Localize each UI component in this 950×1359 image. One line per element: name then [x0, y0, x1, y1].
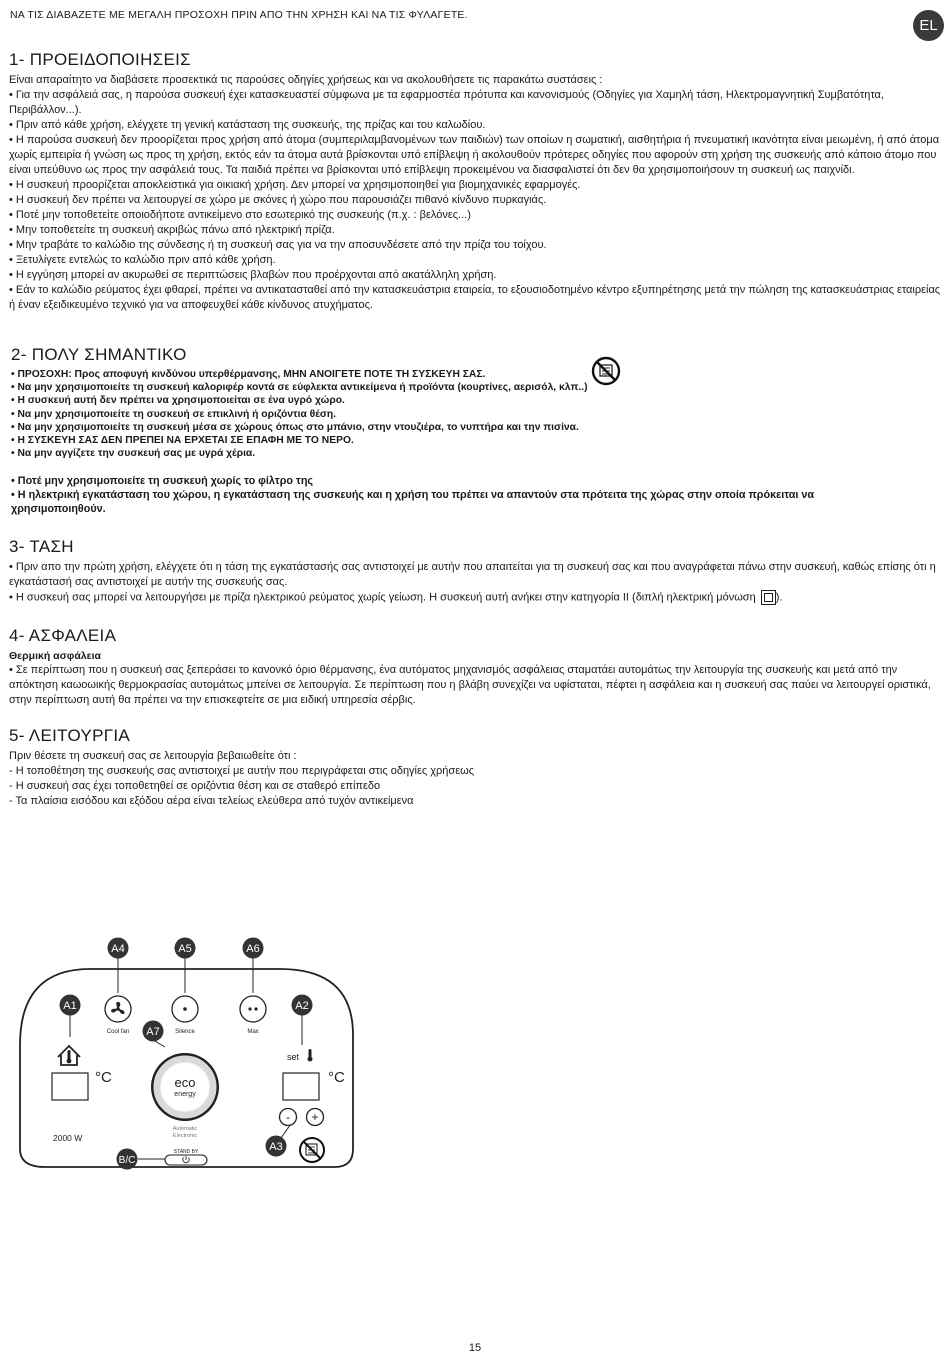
header-note: ΝΑ ΤΙΣ ΔΙΑΒΑΖΕΤΕ ΜΕ ΜΕΓΑΛΗ ΠΡΟΣΟΧΗ ΠΡΙΝ ΑΠΟ ΤΗΝ ΧΡΗΣΗ ΚΑΙ ΝΑ ΤΙΣ ΦΥΛΑΓΕΤΕ.: [10, 9, 468, 21]
callout-a2: [292, 995, 313, 1016]
warning-line: • Η ηλεκτρική εγκατάσταση του χώρου, η εγκατάσταση της συσκευής και η χρήση του πρέπει να απαντούν στα πρότειτα της χώρας στην οποία πρόκειται να χρησιμοποιηθούν.: [11, 489, 815, 516]
paragraph-closing: ).: [775, 591, 783, 604]
warning-line: • Η ΣΥΣΚΕΥΗ ΣΑΣ ΔΕΝ ΠΡΕΠΕΙ ΝΑ ΕΡΧΕΤΑΙ ΣΕ ΕΠΑΦΗ ΜΕ ΤΟ ΝΕΡΟ.: [11, 435, 354, 447]
silence-button[interactable]: [172, 996, 198, 1035]
standby-button[interactable]: [165, 1155, 207, 1165]
automatic-label: Automatic: [172, 1126, 198, 1132]
callout-a1: [60, 995, 81, 1016]
callout-a3: [266, 1136, 287, 1157]
paragraph: - Τα πλαίσια εισόδου και εξόδου αέρα είναι τελείως ελεύθερα από τυχόν αντικείμενα: [9, 795, 414, 807]
paragraph-text: • Η συσκευή σας μπορεί να λειτουργήσει με πρίζα ηλεκτρικού ρεύματος χωρίς γείωση. Η συσκευή αυτή ανήκει στην κατηγορία II (διπλή ηλεκτρική μόνωση: [9, 591, 756, 604]
paragraph: • Πριν απο την πρώτη χρήση, ελέγχετε ότι η τάση της εγκατάστασής σας αντιστοιχεί με αυτήν που απαιτείται για τη συσκευή σας και που αναγράφεται πάνω στην συσκευή, καθώς επίσης ότι η εγκατάστασή σας αντιστοιχεί με αυτήν της συσκευής σας.: [9, 561, 936, 588]
paragraph: • Πριν από κάθε χρήση, ελέγχετε τη γενική κατάσταση της συσκευής, της πρίζας και του καλωδίου.: [9, 119, 486, 131]
energy-label: energy: [174, 1091, 196, 1098]
section-3-title: 3- ΤΑΣΗ: [9, 537, 74, 556]
section-important: [11, 345, 947, 516]
paragraph: • Η συσκευή δεν πρέπει να λειτουργεί σε χώρο με σκόνες ή χώρο που παρουσιάζει πιθανό κίνδυνο πυρκαγιάς.: [9, 194, 547, 206]
paragraph: • Μην τοποθετείτε τη συσκευή ακριβώς πάνω από ηλεκτρική πρίζα.: [9, 224, 335, 236]
section-1-title: 1- ΠΡΟΕΙΔΟΠΟΙΗΣΕΙΣ: [9, 50, 191, 69]
thermometer-house-icon: [58, 1046, 80, 1065]
section-warnings: [9, 50, 945, 313]
section-4-title: 4- ΑΣΦΑΛΕΙΑ: [9, 626, 117, 645]
set-temperature-display: [283, 1073, 319, 1100]
paragraph: • Σε περίπτωση που η συσκευή σας ξεπεράσει το κανονκό όριο θέρμανσης, ένα αυτόματος μηχανισμός ασφάλειας σταματάει αυτομάτως την λειτουργία της συσκευής και μετά από την απόκτηση καωοωικής θερμοκρασίας αυτομάτως μπείνει σε λειτουργία. Σε περίπτωση που η βλάβη συνεχίζει να υφίσταται, πέφτει η ασφάλεια και η συσκευή σας παύει να λειτουργεί οριστικά, στην περίπτωση αυτή θα πρέπει να την επισκεφτείτε σε μια ειδική υπηρεσία σέρβις.: [9, 664, 931, 706]
power-rating: 2000 W: [53, 1133, 83, 1143]
warning-line: • Να μην χρησιμοποιείτε τη συσκευή μέσα σε χώρους όπως στο μπάνιο, στην ντουζιέρα, το νυπτήρα και την πισίνα.: [11, 421, 579, 433]
section-voltage: [9, 537, 945, 605]
paragraph: • Η παρούσα συσκευή δεν προορίζεται προς χρήση από άτομα (συμπεριλαμβανομένων των παιδιών) των οποίων η σωματική, αισθητήρια ή πνευματική ικανότητα είναι μειωμένη, ή από άτομα χωρίς εμπειρία ή γνώση ως προς τη χρήση, εκτός εάν τα άτομα αυτά βρίσκονται υπό επίβλεψη ή ακολουθούν πρότερες οδηγίες που αφορούν στη χρήση της συσκευής από κάποιο άτομο που είναι υπεύθυνο ως προς την ασφάλειά τους. Τα παιδιά πρέπει να βρίσκονται υπό επίβλεψη προκειμένου να διασφαλιστεί ότι δεν θα χρησιμοποιήσουν τη συσκευή ως παιχνίδι.: [9, 134, 940, 176]
callout-a5: [175, 938, 196, 959]
svg-text:Max: Max: [247, 1029, 259, 1035]
eco-energy-knob[interactable]: [151, 1053, 219, 1121]
callout-a7: [143, 1021, 164, 1042]
set-unit: °C: [328, 1069, 345, 1086]
eco-label: eco: [174, 1075, 196, 1090]
warning-line: • ΠΡΟΣΟΧΗ: Προς αποφυγή κινδύνου υπερθέρμανσης, ΜΗΝ ΑΝΟΙΓΕΤΕ ΠΟΤΕ ΤΗ ΣΥΣΚΕΥΗ ΣΑΣ.: [11, 369, 486, 380]
svg-text:B/C: B/C: [118, 1155, 136, 1166]
paragraph: • Ποτέ μην τοποθετείτε οποιοδήποτε αντικείμενο στο εσωτερικό της συσκευής (π.χ. : βελόνες...): [9, 209, 471, 221]
paragraph: • Εάν το καλώδιο ρεύματος έχει φθαρεί, πρέπει να αντικατασταθεί από την κατασκευάστρια εταιρεία, το εξουσιοδοτημένο κέντρο εξυπηρέτησης μετά την πώληση της κατασκευάστριας εταιρείας ή έναν εξειδικευμένο τεχνικό για να αποφευχθεί κάθε κίνδυνος ατυχήματος.: [9, 284, 941, 311]
svg-text:A4: A4: [111, 943, 125, 955]
paragraph: • Ξετυλίγετε εντελώς το καλώδιο πριν από κάθε χρήση.: [9, 254, 276, 266]
paragraph: Είναι απαραίτητο να διαβάσετε προσεκτικά τις παρούσες οδηγίες χρήσεως και να ακολουθήσετε τις παρακάτω συστάσεις :: [9, 74, 603, 86]
thermal-safety-subtitle: Θερμική ασφάλεια: [9, 650, 101, 662]
section-5-title: 5- ΛΕΙΤΟΥΡΓΙΑ: [9, 726, 131, 745]
callout-a6: [243, 938, 264, 959]
max-button[interactable]: [240, 996, 266, 1035]
warning-line: • Να μην χρησιμοποιείτε τη συσκευή καλοριφέρ κοντά σε εύφλεκτα αντικείμενα ή προϊόντα (κουρτίνες, αερισόλ, κλπ..): [11, 382, 588, 394]
svg-text:Cool fan: Cool fan: [106, 1029, 130, 1035]
svg-text:A2: A2: [295, 1000, 309, 1012]
svg-text:A3: A3: [269, 1141, 283, 1153]
svg-text:+: +: [311, 1110, 319, 1124]
warning-line: • Να μην χρησιμοποιείτε τη συσκευή σε επικλινή ή οριζόντια θέση.: [11, 408, 337, 420]
double-insulation-icon: [761, 590, 776, 605]
plus-button[interactable]: [307, 1109, 324, 1126]
paragraph-with-icon: [9, 590, 945, 605]
warning-line: • Η συσκευή αυτή δεν πρέπει να χρησιμοποιείται σε ένα υγρό χώρο.: [11, 395, 345, 407]
warning-line: • Να μην αγγίζετε την συσκευή σας με υγρά χέρια.: [11, 448, 256, 460]
do-not-cover-icon: [591, 356, 621, 390]
paragraph: Πριν θέσετε τη συσκευή σας σε λειτουργία βεβαιωθείτε ότι :: [9, 750, 297, 762]
cool-fan-button[interactable]: [105, 996, 131, 1035]
section-1-body: [9, 73, 945, 313]
standby-label: STAND BY: [173, 1149, 199, 1155]
svg-text:A7: A7: [146, 1026, 160, 1038]
minus-button[interactable]: [280, 1109, 297, 1126]
svg-text:Silence: Silence: [175, 1029, 195, 1035]
ambient-unit: °C: [95, 1069, 112, 1086]
ambient-temperature-display: [52, 1073, 88, 1100]
paragraph: • Μην τραβάτε το καλώδιο της σύνδεσης ή τη συσκευή σας για να την αποσυνδέσετε από την πρίζα του τοίχου.: [9, 239, 547, 251]
section-2-title: 2- ΠΟΛΥ ΣΗΜΑΝΤΙΚΟ: [11, 345, 187, 364]
thermometer-icon: [308, 1049, 313, 1062]
set-label: set: [287, 1052, 300, 1062]
do-not-cover-icon: [300, 1138, 324, 1162]
paragraph: • Η εγγύηση μπορεί αν ακυρωθεί σε περιπτώσεις βλαβών που προέρχονται από ακατάλληλη χρήση.: [9, 269, 497, 281]
svg-text:A5: A5: [178, 943, 192, 955]
paragraph: • Η συσκευή προορίζεται αποκλειστικά για οικιακή χρήση. Δεν μπορεί να χρησιμοποιηθεί για βιομηχανικές εφαρμογές.: [9, 179, 581, 191]
callout-a4: [108, 938, 129, 959]
paragraph: - Η τοποθέτηση της συσκευής σας αντιστοιχεί με αυτήν που περιγράφεται στις οδηγίες χρήσεως: [9, 765, 474, 777]
electronic-label: Electronic: [172, 1133, 198, 1139]
paragraph: • Για την ασφάλειά σας, η παρούσα συσκευή έχει κατασκευαστεί σύμφωνα με τα εφαρμοστέα πρότυπα και κανονισμούς (Οδηγίες για Χαμηλή τάση, Ηλεκτρομαγνητική Συμβατότητα, Περιβάλλον...).: [9, 89, 884, 116]
section-operation: [9, 726, 945, 809]
warning-line: • Ποτέ μην χρησιμοποιείτε τη συσκευή χωρίς το φίλτρο της: [11, 475, 314, 488]
language-badge: EL: [913, 10, 944, 41]
section-safety: [9, 626, 945, 708]
svg-text:A6: A6: [246, 943, 260, 955]
silence-dot-icon: [183, 1007, 187, 1011]
svg-text:-: -: [286, 1110, 290, 1124]
control-panel-diagram: [15, 935, 360, 1175]
callout-bc: [117, 1149, 138, 1170]
svg-text:A1: A1: [63, 1000, 77, 1012]
paragraph: - Η συσκευή σας έχει τοποθετηθεί σε οριζόντια θέση και σε σταθερό επίπεδο: [9, 780, 381, 792]
page-number: 15: [468, 1342, 482, 1354]
warning-line-with-icon: [11, 368, 947, 381]
